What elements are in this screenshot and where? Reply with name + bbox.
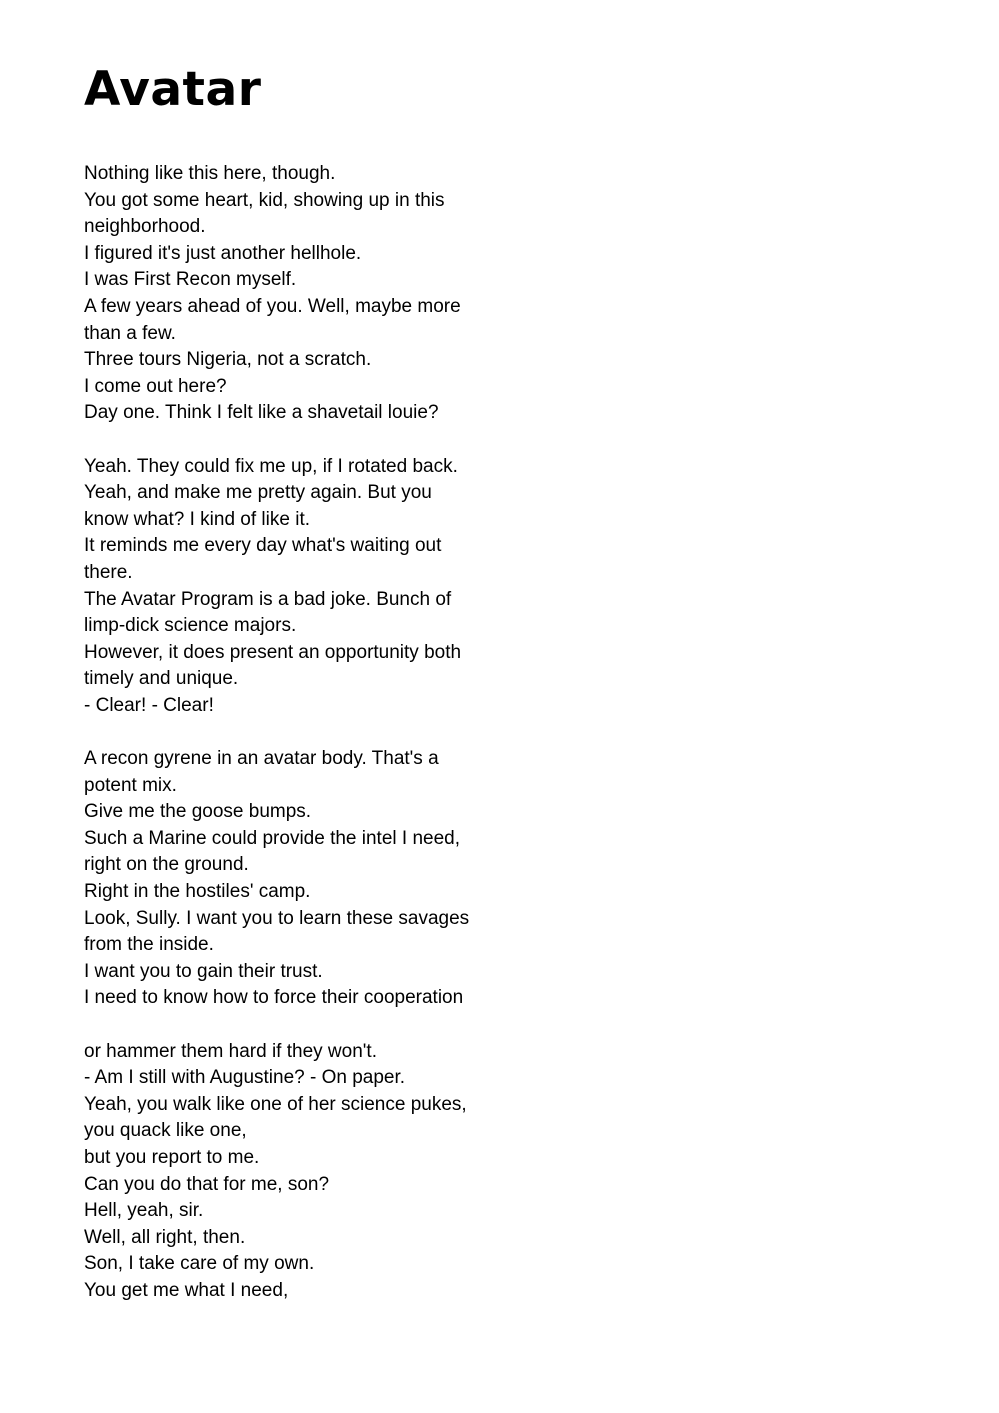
dialogue-line: potent mix. (84, 774, 177, 796)
dialogue-line: you quack like one, (84, 1120, 247, 1142)
document-body (84, 161, 584, 1305)
dialogue-line: Hell, yeah, sir. (84, 1200, 204, 1222)
dialogue-line: - Clear! - Clear! (84, 694, 214, 716)
document-page (84, 62, 584, 1331)
dialogue-line: A few years ahead of you. Well, maybe more (84, 295, 461, 317)
dialogue-line: However, it does present an opportunity both (84, 641, 462, 663)
dialogue-line: limp-dick science majors. (84, 615, 297, 637)
dialogue-line: I come out here? (84, 375, 227, 397)
dialogue-line: - Am I still with Augustine? - On paper. (84, 1067, 406, 1089)
dialogue-line: from the inside. (84, 934, 214, 956)
dialogue-line: know what? I kind of like it. (84, 508, 310, 530)
dialogue-paragraph (84, 746, 584, 1012)
dialogue-line: Such a Marine could provide the intel I need, (84, 827, 461, 849)
dialogue-line: or hammer them hard if they won't. (84, 1040, 377, 1062)
dialogue-line: I want you to gain their trust. (84, 960, 323, 982)
dialogue-line: It reminds me every day what's waiting out (84, 535, 442, 557)
dialogue-line: Well, all right, then. (84, 1226, 246, 1248)
dialogue-line: A recon gyrene in an avatar body. That's a (84, 748, 439, 770)
dialogue-line: than a few. (84, 322, 176, 344)
dialogue-paragraph (84, 1039, 584, 1305)
dialogue-line: Yeah, you walk like one of her science pukes, (84, 1093, 467, 1115)
dialogue-line: Nothing like this here, though. (84, 163, 336, 184)
dialogue-line: right on the ground. (84, 854, 249, 876)
dialogue-line: but you report to me. (84, 1146, 260, 1168)
dialogue-line: I was First Recon myself. (84, 269, 297, 291)
document-title: Avatar (84, 62, 262, 117)
dialogue-line: I figured it's just another hellhole. (84, 242, 362, 264)
dialogue-line: Three tours Nigeria, not a scratch. (84, 349, 372, 371)
dialogue-paragraph (84, 454, 584, 720)
dialogue-line: Can you do that for me, son? (84, 1173, 330, 1195)
dialogue-line: You get me what I need, (84, 1279, 289, 1301)
dialogue-line: Day one. Think I felt like a shavetail louie? (84, 402, 439, 424)
dialogue-line: Right in the hostiles' camp. (84, 881, 311, 903)
dialogue-line: You got some heart, kid, showing up in this (84, 189, 445, 211)
dialogue-line: Look, Sully. I want you to learn these savages (84, 907, 470, 929)
dialogue-line: timely and unique. (84, 668, 239, 690)
dialogue-line: The Avatar Program is a bad joke. Bunch of (84, 588, 452, 610)
dialogue-line: I need to know how to force their cooperation (84, 987, 464, 1009)
dialogue-paragraph (84, 161, 584, 427)
dialogue-line: Give me the goose bumps. (84, 801, 312, 823)
dialogue-line: Yeah. They could fix me up, if I rotated back. (84, 455, 458, 477)
dialogue-line: Yeah, and make me pretty again. But you (84, 482, 432, 504)
dialogue-line: neighborhood. (84, 216, 206, 238)
dialogue-line: Son, I take care of my own. (84, 1253, 315, 1275)
dialogue-line: there. (84, 561, 133, 583)
